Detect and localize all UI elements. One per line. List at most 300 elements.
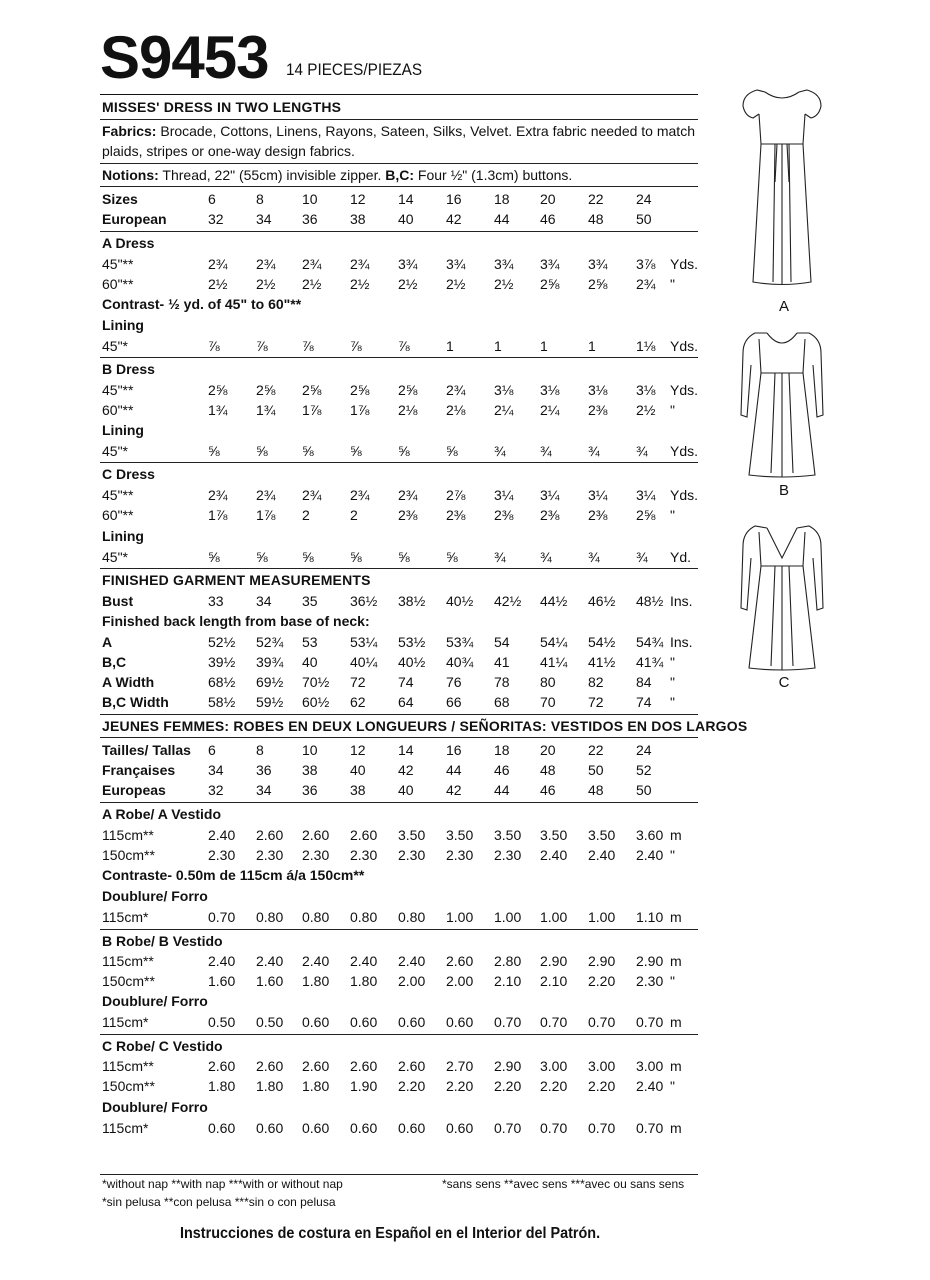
- table-cell: 3.50: [588, 827, 616, 843]
- table-cell: 2.40: [302, 953, 330, 969]
- table-cell: 74: [636, 694, 652, 710]
- unit: Yds.: [670, 382, 699, 398]
- table-cell: 10: [302, 742, 318, 758]
- row-label: 45"**: [102, 487, 134, 503]
- table-cell: 2.10: [494, 973, 522, 989]
- table-row: [0, 254, 930, 274]
- row-label: Sizes: [102, 191, 138, 207]
- table-cell: 3.60: [636, 827, 664, 843]
- table-cell: 3¼: [540, 487, 560, 503]
- table-cell: 2.00: [446, 973, 474, 989]
- table-row: [0, 505, 930, 525]
- table-cell: 41¼: [540, 654, 568, 670]
- section-c-dress: C Dress: [102, 466, 155, 482]
- table-cell: 2.90: [494, 1058, 522, 1074]
- divider: [100, 231, 698, 232]
- table-cell: ¾: [636, 549, 648, 565]
- table-cell: 20: [540, 191, 556, 207]
- table-cell: 76: [446, 674, 462, 690]
- metric-title: JEUNES FEMMES: ROBES EN DEUX LONGUEURS / SEÑORITAS: VESTIDOS EN DOS LARGOS: [102, 718, 748, 734]
- unit: ": [670, 507, 675, 523]
- unit: m: [670, 1120, 682, 1136]
- table-cell: 40½: [398, 654, 426, 670]
- table-cell: 70: [540, 694, 556, 710]
- table-cell: 1.80: [302, 1078, 330, 1094]
- table-row: [0, 400, 930, 420]
- table-cell: 24: [636, 191, 652, 207]
- table-cell: ⅞: [256, 338, 268, 354]
- divider: [100, 186, 698, 187]
- unit: ": [670, 654, 675, 670]
- row-label: 115cm*: [102, 1120, 149, 1136]
- table-cell: 0.60: [208, 1120, 236, 1136]
- table-cell: 1: [588, 338, 596, 354]
- table-cell: 53¼: [350, 634, 378, 650]
- table-cell: 6: [208, 742, 216, 758]
- table-cell: 3¾: [588, 256, 608, 272]
- table-cell: 0.60: [256, 1120, 284, 1136]
- table-cell: 16: [446, 742, 462, 758]
- table-cell: ⅝: [302, 443, 314, 459]
- table-cell: 3⅛: [636, 382, 656, 398]
- europeas-row: [0, 780, 930, 800]
- table-cell: 53¾: [446, 634, 474, 650]
- doublure-title: Doublure/ Forro: [102, 888, 208, 904]
- table-cell: 3¼: [636, 487, 656, 503]
- table-cell: 1¾: [208, 402, 228, 418]
- table-cell: 2½: [446, 276, 466, 292]
- table-cell: 60½: [302, 694, 330, 710]
- table-cell: 59½: [256, 694, 284, 710]
- table-cell: 2: [302, 507, 310, 523]
- table-cell: 1.10: [636, 909, 664, 925]
- row-label: B,C Width: [102, 694, 169, 710]
- back-length-title: Finished back length from base of neck:: [102, 613, 370, 629]
- table-cell: 38: [302, 762, 318, 778]
- table-cell: 12: [350, 191, 366, 207]
- table-cell: 0.60: [302, 1120, 330, 1136]
- table-row: [0, 380, 930, 400]
- row-label: 45"**: [102, 382, 134, 398]
- table-cell: 38½: [398, 593, 426, 609]
- table-cell: 72: [350, 674, 366, 690]
- table-cell: 2⅜: [446, 507, 466, 523]
- figure-label-b: B: [778, 482, 789, 499]
- table-cell: 3⅛: [494, 382, 514, 398]
- table-cell: 78: [494, 674, 510, 690]
- table-cell: 0.70: [540, 1014, 568, 1030]
- table-cell: 14: [398, 742, 414, 758]
- table-cell: 34: [256, 211, 272, 227]
- table-cell: 44½: [540, 593, 568, 609]
- row-label: A Width: [102, 674, 155, 690]
- table-cell: 2½: [208, 276, 228, 292]
- table-cell: 2⅞: [446, 487, 466, 503]
- unit: Yds.: [670, 487, 699, 503]
- table-cell: ⅞: [208, 338, 220, 354]
- table-cell: 2.60: [350, 1058, 378, 1074]
- table-cell: 40: [398, 211, 414, 227]
- table-cell: 2¾: [208, 487, 228, 503]
- table-cell: 2⅝: [208, 382, 228, 398]
- section-a-dress: A Dress: [102, 235, 155, 251]
- table-cell: 2¾: [350, 256, 370, 272]
- table-cell: 2.20: [494, 1078, 522, 1094]
- table-cell: 42: [398, 762, 414, 778]
- table-cell: 44: [494, 782, 510, 798]
- table-cell: 0.60: [446, 1014, 474, 1030]
- table-cell: 1.80: [350, 973, 378, 989]
- table-cell: 2.60: [398, 1058, 426, 1074]
- row-label: 45"**: [102, 256, 134, 272]
- table-cell: 2.40: [208, 827, 236, 843]
- section-c-robe: C Robe/ C Vestido: [102, 1038, 223, 1054]
- table-cell: 52¾: [256, 634, 284, 650]
- table-cell: 0.60: [350, 1014, 378, 1030]
- table-cell: 2⅜: [588, 402, 608, 418]
- table-cell: 0.60: [398, 1014, 426, 1030]
- table-row: [0, 1056, 930, 1076]
- table-row: [0, 692, 930, 712]
- unit: m: [670, 1058, 682, 1074]
- table-cell: 8: [256, 191, 264, 207]
- table-cell: 1.60: [208, 973, 236, 989]
- table-cell: 2¾: [302, 256, 322, 272]
- table-cell: 66: [446, 694, 462, 710]
- divider: [100, 119, 698, 120]
- row-label: Françaises: [102, 762, 176, 778]
- table-cell: 74: [398, 674, 414, 690]
- table-cell: 0.50: [208, 1014, 236, 1030]
- divider: [100, 462, 698, 463]
- table-cell: ¾: [494, 549, 506, 565]
- table-cell: 2.60: [208, 1058, 236, 1074]
- table-cell: 40¾: [446, 654, 474, 670]
- table-cell: 3⅛: [588, 382, 608, 398]
- table-cell: 2.40: [540, 847, 568, 863]
- table-cell: ⅝: [302, 549, 314, 565]
- table-cell: 54: [494, 634, 510, 650]
- table-cell: 3.50: [446, 827, 474, 843]
- unit: ": [670, 694, 675, 710]
- table-cell: 1.00: [588, 909, 616, 925]
- table-row: [0, 845, 930, 865]
- table-cell: 18: [494, 191, 510, 207]
- table-cell: 2.40: [636, 1078, 664, 1094]
- table-cell: 1⅞: [208, 507, 228, 523]
- table-cell: 2.60: [302, 1058, 330, 1074]
- table-cell: 36½: [350, 593, 378, 609]
- table-cell: 2.30: [636, 973, 664, 989]
- tailles-row: [0, 740, 930, 760]
- table-cell: 1.80: [256, 1078, 284, 1094]
- table-cell: ⅝: [256, 443, 268, 459]
- unit: m: [670, 909, 682, 925]
- table-cell: 40¼: [350, 654, 378, 670]
- divider: [100, 568, 698, 569]
- table-cell: 2.30: [398, 847, 426, 863]
- table-cell: 3¾: [540, 256, 560, 272]
- table-cell: 2¾: [446, 382, 466, 398]
- european-sizes-row: [0, 209, 930, 229]
- table-cell: 54¼: [540, 634, 568, 650]
- table-cell: 40: [350, 762, 366, 778]
- table-cell: 1⅛: [636, 338, 656, 354]
- table-cell: 54¾: [636, 634, 664, 650]
- table-cell: 1⅞: [302, 402, 322, 418]
- table-cell: 2½: [494, 276, 514, 292]
- table-cell: ⅝: [398, 443, 410, 459]
- row-label: 45"*: [102, 338, 128, 354]
- table-cell: ⅝: [446, 549, 458, 565]
- table-cell: 3¼: [494, 487, 514, 503]
- table-cell: 36: [256, 762, 272, 778]
- table-cell: 35: [302, 593, 318, 609]
- lining-title: Lining: [102, 528, 144, 544]
- table-cell: 48½: [636, 593, 664, 609]
- table-cell: 2.80: [494, 953, 522, 969]
- table-cell: 80: [540, 674, 556, 690]
- table-cell: 2.20: [398, 1078, 426, 1094]
- table-cell: 3⅛: [540, 382, 560, 398]
- table-cell: ⅝: [446, 443, 458, 459]
- table-cell: 44: [494, 211, 510, 227]
- table-cell: 46: [540, 782, 556, 798]
- table-cell: 2.30: [446, 847, 474, 863]
- table-cell: 2.20: [588, 973, 616, 989]
- doublure-title: Doublure/ Forro: [102, 993, 208, 1009]
- table-cell: 2.60: [350, 827, 378, 843]
- unit: ": [670, 276, 675, 292]
- row-label: 45"*: [102, 549, 128, 565]
- unit: ": [670, 402, 675, 418]
- table-cell: ¾: [588, 549, 600, 565]
- table-cell: ⅞: [302, 338, 314, 354]
- row-label: 115cm**: [102, 827, 154, 843]
- table-cell: 16: [446, 191, 462, 207]
- table-cell: 3.50: [398, 827, 426, 843]
- row-label: 45"*: [102, 443, 128, 459]
- unit: m: [670, 827, 682, 843]
- table-row: [0, 1118, 930, 1138]
- table-cell: 2½: [398, 276, 418, 292]
- table-cell: 2½: [350, 276, 370, 292]
- table-cell: 22: [588, 742, 604, 758]
- table-cell: 50: [636, 211, 652, 227]
- unit: Ins.: [670, 634, 693, 650]
- row-label: Bust: [102, 593, 134, 609]
- table-cell: 3¾: [446, 256, 466, 272]
- table-cell: 2.90: [540, 953, 568, 969]
- table-cell: 0.80: [256, 909, 284, 925]
- table-cell: 34: [208, 762, 224, 778]
- table-cell: ⅝: [208, 443, 220, 459]
- notions: Notions: Thread, 22" (55cm) invisible zipper. B,C: Four ½" (1.3cm) buttons.: [102, 167, 573, 183]
- table-cell: 0.70: [636, 1014, 664, 1030]
- table-cell: ⅝: [208, 549, 220, 565]
- table-cell: 2⅝: [636, 507, 656, 523]
- table-cell: 3¾: [398, 256, 418, 272]
- table-cell: 50: [588, 762, 604, 778]
- table-cell: ¾: [540, 549, 552, 565]
- table-cell: 2.90: [588, 953, 616, 969]
- sizes-row: [0, 189, 930, 209]
- finished-measurements-title: FINISHED GARMENT MEASUREMENTS: [102, 572, 371, 588]
- table-cell: 0.70: [588, 1014, 616, 1030]
- table-cell: 2.30: [256, 847, 284, 863]
- table-cell: 0.50: [256, 1014, 284, 1030]
- table-cell: 34: [256, 593, 272, 609]
- table-cell: 0.80: [350, 909, 378, 925]
- table-cell: 1.00: [494, 909, 522, 925]
- table-cell: 0.70: [494, 1120, 522, 1136]
- table-cell: 39½: [208, 654, 236, 670]
- table-cell: 52: [636, 762, 652, 778]
- row-label: B,C: [102, 654, 127, 670]
- table-cell: ⅝: [256, 549, 268, 565]
- table-cell: 34: [256, 782, 272, 798]
- lining-title: Lining: [102, 317, 144, 333]
- table-cell: 2⅛: [398, 402, 418, 418]
- table-row: [0, 652, 930, 672]
- table-cell: 3⅞: [636, 256, 656, 272]
- table-cell: 84: [636, 674, 652, 690]
- doublure-title: Doublure/ Forro: [102, 1099, 208, 1115]
- table-cell: 20: [540, 742, 556, 758]
- table-cell: 1: [540, 338, 548, 354]
- table-cell: 40: [302, 654, 318, 670]
- table-cell: 0.70: [636, 1120, 664, 1136]
- table-cell: 12: [350, 742, 366, 758]
- table-cell: 2¾: [302, 487, 322, 503]
- table-cell: 68: [494, 694, 510, 710]
- section-a-robe: A Robe/ A Vestido: [102, 806, 222, 822]
- row-label: 60"**: [102, 276, 134, 292]
- table-cell: 0.80: [302, 909, 330, 925]
- table-cell: 2.70: [446, 1058, 474, 1074]
- table-cell: 0.70: [208, 909, 236, 925]
- table-cell: ¾: [636, 443, 648, 459]
- divider: [100, 163, 698, 164]
- divider: [100, 357, 698, 358]
- table-cell: 1.60: [256, 973, 284, 989]
- table-cell: 1.00: [540, 909, 568, 925]
- table-cell: 2.20: [588, 1078, 616, 1094]
- table-row: [0, 336, 930, 356]
- table-cell: 2.60: [302, 827, 330, 843]
- table-cell: 72: [588, 694, 604, 710]
- table-cell: 54½: [588, 634, 616, 650]
- table-cell: 32: [208, 782, 224, 798]
- table-cell: 2.30: [208, 847, 236, 863]
- unit: m: [670, 1014, 682, 1030]
- table-cell: ⅞: [398, 338, 410, 354]
- title: MISSES' DRESS IN TWO LENGTHS: [102, 99, 342, 115]
- table-cell: 2⅝: [302, 382, 322, 398]
- table-cell: 2.90: [636, 953, 664, 969]
- table-cell: 2.60: [446, 953, 474, 969]
- table-cell: 62: [350, 694, 366, 710]
- table-cell: 2½: [636, 402, 656, 418]
- divider: [100, 737, 698, 738]
- table-cell: ¾: [494, 443, 506, 459]
- unit: ": [670, 973, 675, 989]
- table-row: [0, 441, 930, 461]
- table-cell: 33: [208, 593, 224, 609]
- table-cell: ¾: [588, 443, 600, 459]
- header: [100, 26, 700, 92]
- table-cell: ⅞: [350, 338, 362, 354]
- table-cell: 2¾: [636, 276, 656, 292]
- table-cell: ⅝: [350, 443, 362, 459]
- table-cell: 36: [302, 211, 318, 227]
- table-row: [0, 1076, 930, 1096]
- table-cell: 2.30: [302, 847, 330, 863]
- unit: Yds.: [670, 338, 699, 354]
- table-cell: 42: [446, 782, 462, 798]
- row-label: 150cm**: [102, 1078, 155, 1094]
- table-cell: 0.60: [302, 1014, 330, 1030]
- table-row: [0, 547, 930, 567]
- divider: [100, 1034, 698, 1035]
- table-cell: 36: [302, 782, 318, 798]
- row-label: 60"**: [102, 402, 134, 418]
- table-cell: ⅝: [398, 549, 410, 565]
- table-cell: 44: [446, 762, 462, 778]
- table-cell: 53: [302, 634, 318, 650]
- row-label: 150cm**: [102, 973, 155, 989]
- table-cell: 46: [540, 211, 556, 227]
- table-row: [0, 672, 930, 692]
- table-cell: 42½: [494, 593, 522, 609]
- table-cell: 1¾: [256, 402, 276, 418]
- table-row: [0, 632, 930, 652]
- table-cell: 39¾: [256, 654, 284, 670]
- row-label: 115cm*: [102, 1014, 149, 1030]
- unit: ": [670, 847, 675, 863]
- table-cell: 2⅜: [398, 507, 418, 523]
- footnote-en: *without nap **with nap ***with or without nap: [102, 1177, 343, 1191]
- table-cell: 38: [350, 782, 366, 798]
- lining-title: Lining: [102, 422, 144, 438]
- table-cell: 2½: [256, 276, 276, 292]
- table-cell: 82: [588, 674, 604, 690]
- table-cell: 2.10: [540, 973, 568, 989]
- unit: m: [670, 953, 682, 969]
- table-cell: 2.40: [398, 953, 426, 969]
- row-label: Tailles/ Tallas: [102, 742, 191, 758]
- divider: [100, 94, 698, 95]
- table-cell: 68½: [208, 674, 236, 690]
- row-label: Europeas: [102, 782, 166, 798]
- table-cell: 3.00: [636, 1058, 664, 1074]
- table-cell: 2⅝: [350, 382, 370, 398]
- table-cell: 46½: [588, 593, 616, 609]
- table-cell: 48: [588, 211, 604, 227]
- table-cell: 69½: [256, 674, 284, 690]
- row-label: 115cm*: [102, 909, 149, 925]
- table-cell: 1⅞: [256, 507, 276, 523]
- table-row: [0, 274, 930, 294]
- footnote-es: *sin pelusa **con pelusa ***sin o con pelusa: [102, 1195, 336, 1209]
- table-cell: ⅝: [350, 549, 362, 565]
- row-label: 115cm**: [102, 953, 154, 969]
- table-cell: 70½: [302, 674, 330, 690]
- table-cell: 2.60: [256, 1058, 284, 1074]
- table-cell: 2.60: [256, 827, 284, 843]
- table-cell: 46: [494, 762, 510, 778]
- table-cell: 2¾: [256, 256, 276, 272]
